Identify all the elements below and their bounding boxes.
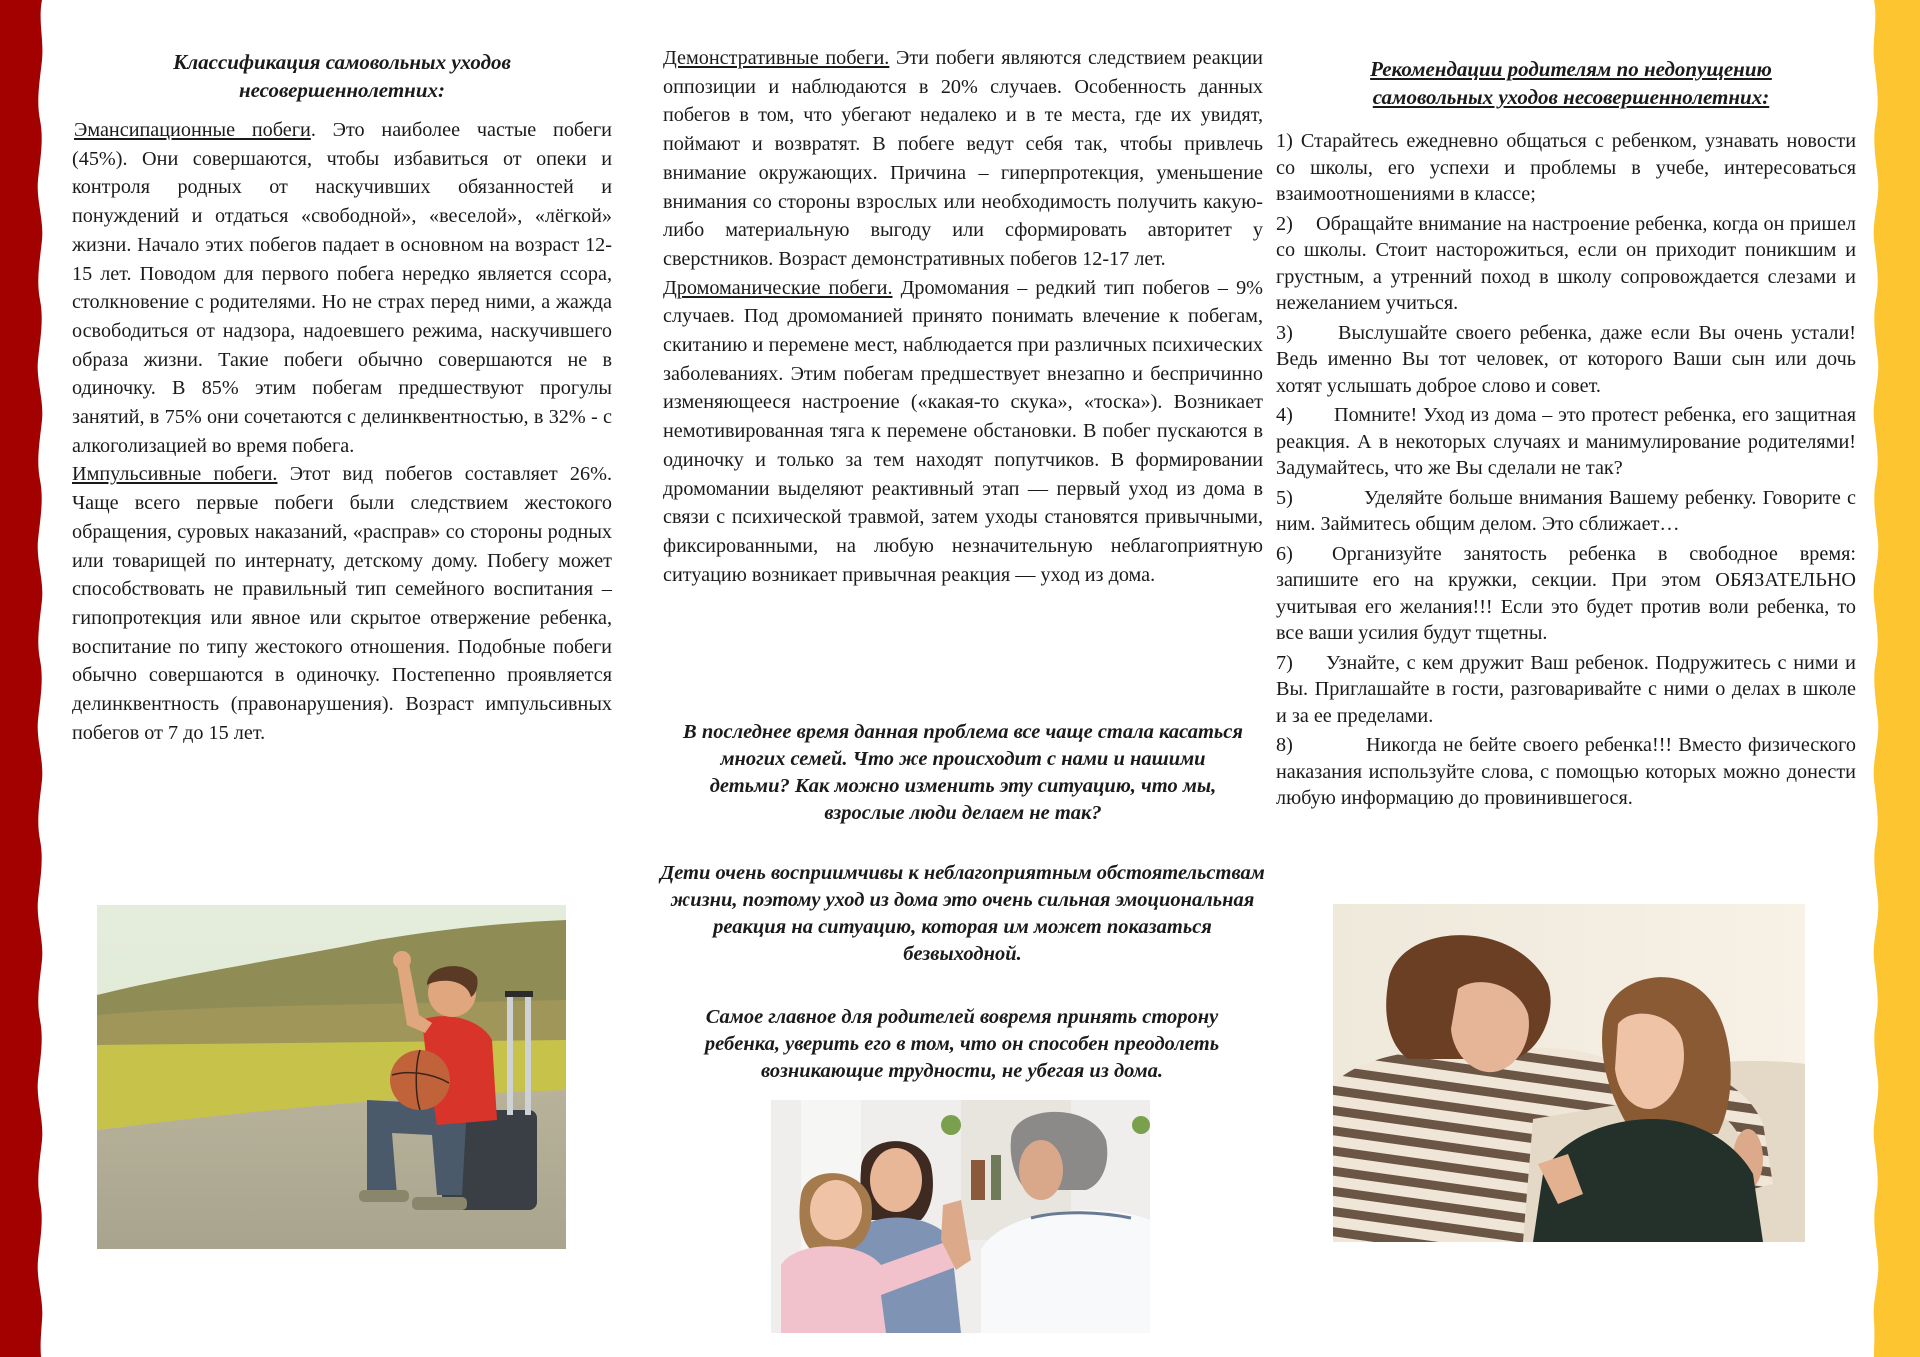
- recommendation-text: Узнайте, с кем дружит Ваш ребенок. Подружитесь с ними и Вы. Приглашайте в гости, разговаривайте с ними о делах в школе и за ее пределами.: [1276, 651, 1856, 727]
- impulsive-text: Этот вид побегов составляет 26%. Чаще всего первые побеги были следствием жестокого обращения, суровых наказаний, «расправ» со стороны родных или товарищей по интернату, детскому дому. Побегу может способствовать не правильный тип семейного воспитания – гипопротекция или явное или скрытое отвержение ребенка, воспитание по типу жестокого отношения. Подобные побеги обычно совершаются в одиночку. Постепенно проявляется делинквентность (правонарушения). Возраст импульсивных побегов от 7 до 15 лет.: [72, 463, 612, 744]
- left-column: [72, 48, 612, 747]
- photo-doctor-family: [771, 1100, 1150, 1333]
- recommendation-item: [1276, 320, 1856, 400]
- recommendation-item: [1276, 732, 1856, 812]
- photo-mother-daughter: [1333, 904, 1805, 1242]
- classification-title-line2: несовершеннолетних:: [238, 78, 446, 102]
- recommendation-number: 8): [1276, 734, 1293, 756]
- right-yellow-wavy-border: [1860, 0, 1920, 1357]
- emancipation-term: Эмансипационные побеги: [74, 119, 311, 141]
- demonstrative-term: Демонстративные побеги.: [663, 47, 890, 69]
- recommendation-text: Выслушайте своего ребенка, даже если Вы очень устали! Ведь именно Вы тот человек, от которого Ваши сын или дочь хотят услышать доброе слово и совет.: [1276, 321, 1856, 397]
- recommendation-text: Никогда не бейте своего ребенка!!! Вместо физического наказания используйте слова, с помощью которых можно донести любую информацию до провинившегося.: [1276, 734, 1856, 809]
- recommendation-item: [1276, 541, 1856, 647]
- recommendation-text: Обращайте внимание на настроение ребенка, когда он пришел со школы. Стоит насторожиться, если он приходит поникшим и грустным, а утренний поход в школу сопровождается слезами и нежеланием учиться.: [1276, 212, 1856, 314]
- quote-block-3: [664, 1004, 1260, 1085]
- recommendations-title-line1: Рекомендации родителям по недопущению: [1370, 57, 1772, 81]
- recommendations-title: [1276, 55, 1856, 111]
- demonstrative-paragraph: [663, 44, 1263, 274]
- recommendation-number: 5): [1276, 486, 1293, 509]
- dromomania-text: Дромомания – редкий тип побегов – 9% случаев. Под дромоманией принято понимать влечение к побегам, скитанию и перемене мест, наблюдается при различных психических заболеваниях. Этим побегам предшествует внезапно и беспричинно изменяющееся настроение («какая-то скука», «тоска»). Возникает немотивированная тяга к перемене обстановки. В побег пускаются в одиночку и только за тем находят попутчиков. В формировании дромомании выделяют реактивный этап — первый уход из дома в связи с психической травмой, затем уходы становятся привычными, фиксированными, на любую незначительную неблагоприятную ситуацию возникает привычная реакция — уход из дома.: [663, 276, 1263, 586]
- dromomania-paragraph: [663, 274, 1263, 590]
- quote-block-1: [668, 719, 1258, 827]
- classification-title-line1: Классификация самовольных уходов: [173, 50, 511, 74]
- demonstrative-text: Эти побеги являются следствием реакции оппозиции и наблюдаются в 20% случаев. Особенность данных побегов в том, что убегают недалеко и в те места, где их увидят, поймают и возвратят. В побеге ведут себя так, чтобы привлечь внимание окружающих. Причина – гиперпротекция, уменьшение внимания со стороны взрослых или необходимость получить какую-либо материальную выгоду или сформировать авторитет у сверстников. Возраст демонстративных побегов 12-17 лет.: [663, 47, 1263, 270]
- recommendation-item: [1276, 128, 1856, 208]
- recommendations-list: [1276, 128, 1856, 812]
- quote-problem: В последнее время данная проблема все чаще стала касаться многих семей. Что же происходит с нами и нашими детьми? Как можно изменить эту ситуацию, что мы, взрослые люди делаем не так?: [683, 721, 1243, 824]
- recommendation-text: Помните! Уход из дома – это протест ребенка, его защитная реакция. А в некоторых случаях и манимулирование родителями! Задумайтесь, что же Вы сделали не так?: [1276, 404, 1856, 479]
- photo-boy-on-road: [97, 905, 566, 1249]
- recommendation-item: [1276, 211, 1856, 317]
- impulsive-term: Импульсивные побеги.: [72, 463, 278, 486]
- recommendation-number: 3): [1276, 321, 1293, 344]
- recommendation-item: [1276, 402, 1856, 482]
- recommendation-item: [1276, 650, 1856, 730]
- recommendation-text: Уделяйте больше внимания Вашему ребенку. Говорите с ним. Займитесь общим делом. Это сближает…: [1276, 486, 1856, 535]
- impulsive-paragraph: [72, 460, 612, 747]
- dromomania-term: Дромоманические побеги.: [663, 276, 893, 299]
- left-red-wavy-border: [0, 0, 60, 1357]
- recommendation-item: [1276, 485, 1856, 538]
- emancipation-paragraph: [72, 116, 612, 460]
- quote-block-2: [655, 860, 1270, 968]
- classification-title: [72, 48, 612, 104]
- emancipation-text: . Это наиболее частые побеги (45%). Они совершаются, чтобы избавиться от опеки и контроля родных от наскучивших обязанностей и понуждений и отдаться «свободной», «веселой», «лёгкой» жизни. Начало этих побегов падает в основном на возраст 12-15 лет. Поводом для первого побега нередко является ссора, столкновение с родителями. Но не страх перед ними, а жажда освободиться от надзора, надоевшего режима, наскучившего образа жизни. Такие побеги обычно совершаются не в одиночку. В 85% этим побегам предшествуют прогулы занятий, в 75% они сочетаются с делинквентностью, в 32% - с алкоголизацией во время побега.: [72, 119, 612, 457]
- middle-column: [663, 44, 1263, 589]
- recommendation-text: Организуйте занятость ребенка в свободное время: запишите его на кружки, секции. При этом ОБЯЗАТЕЛЬНО учитывая его желания!!! Если это будет против воли ребенка, то все ваши усилия будут тщетны.: [1276, 542, 1856, 644]
- recommendation-number: 2): [1276, 212, 1293, 235]
- quote-children: Дети очень восприимчивы к неблагоприятным обстоятельствам жизни, поэтому уход из дома это очень сильная эмоциональная реакция на ситуацию, которая им может показаться безвыходной.: [660, 862, 1265, 965]
- quote-parents: Самое главное для родителей вовремя принять сторону ребенка, уверить его в том, что он способен преодолеть возникающие трудности, не убегая из дома.: [704, 1006, 1220, 1082]
- recommendations-title-line2: самовольных уходов несовершеннолетних:: [1372, 85, 1770, 109]
- recommendation-number: 6): [1276, 542, 1293, 565]
- recommendation-number: 1): [1276, 130, 1293, 152]
- recommendation-number: 7): [1276, 651, 1293, 674]
- recommendation-text: Старайтесь ежедневно общаться с ребенком, узнавать новости со школы, его успехи и проблемы в учебе, интересоваться взаимоотношениями в классе;: [1276, 130, 1856, 205]
- recommendation-number: 4): [1276, 404, 1293, 426]
- right-column: [1276, 55, 1856, 815]
